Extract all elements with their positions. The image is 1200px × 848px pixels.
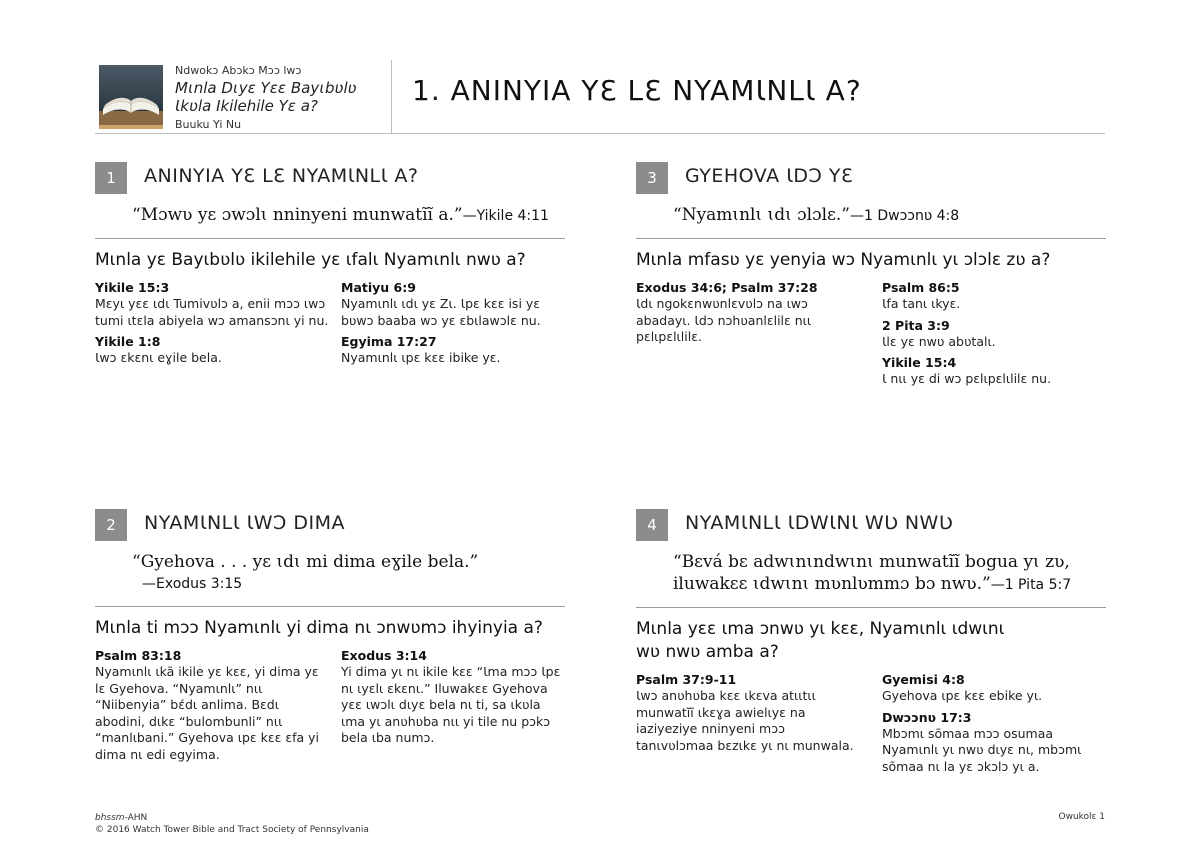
document-code: [95, 812, 369, 824]
scripture-column-right: [341, 280, 565, 372]
section-1: [95, 162, 565, 372]
scripture-text: Yi dima yɩ nɩ ikile kɛɛ “Ɩma mɔɔ Ɩpɛ nɩ ɩyɛlɩ ɛkɛnɩ.” Iluwakɛɛ Gyehova yɛɛ ɩwɔlɩ dɩyɛ bela nɩ ti, sa ɩkʋla ɩma yɩ anʋhʋba nɩɩ yi tile nu pɔkɔ bela ɩba numɔ.: [341, 664, 561, 745]
scripture-text: Mɛyɩ yɛɛ ɩdɩ Tumivʋlɔ a, enii mɔɔ ɩwɔ tumi ɩtɛla abiyela wɔ amansɔnɩ yi nu.: [95, 296, 329, 328]
lesson-header: [95, 60, 1105, 134]
section-question: Mɩnla ti mɔɔ Nyamɩnlɩ yi dima nɩ ɔnwʋmɔ ihyinyia a?: [95, 618, 543, 638]
section-number: 1: [95, 162, 127, 194]
scripture-column-left: [636, 280, 882, 393]
section-divider: [636, 607, 1106, 608]
scripture-item: [882, 318, 1106, 351]
section-divider: [636, 238, 1106, 239]
scripture-columns: [95, 280, 565, 372]
header-divider: [391, 60, 392, 133]
scripture-text: Gyehova ɩpɛ kɛɛ ebike yɩ.: [882, 688, 1043, 703]
section-quote: [132, 551, 565, 595]
scripture-text: Ɩwɔ anʋhʋba kɛɛ ɩkɛva atɩɩtɩɩ munwatĩĩ ɩkɛɣa awielɩyɛ na iaziyeziye nninyeni mɔɔ tanɩvʋlɔmaa bɛzɩkɛ yɩ nɩ munwala.: [636, 688, 854, 753]
scripture-reference: Dwɔɔnʋ 17:3: [882, 709, 972, 725]
scripture-reference: Psalm 83:18: [95, 648, 182, 663]
section-title: NYAMƖNLƖ ƖWƆ DIMA: [144, 512, 346, 534]
scripture-text: Nyamɩnlɩ ɩkã ikile yɛ kɛɛ, yi dima yɛ lɛ Gyehova. “Nyamɩnlɩ” nɩɩ “Niibenyia” bɛ́dɩ anlima. Bɛdɩ abodini, dɩkɛ “bulombunli” nɩɩ “manlɩbani.” Gyehova ɩpɛ kɛɛ ɛfa yi dima nɩ edi egyima.: [95, 664, 320, 762]
scripture-column-left: [95, 648, 341, 768]
scripture-reference: Matiyu 6:9: [341, 280, 416, 295]
quote-reference: —Yikile 4:11: [462, 208, 549, 224]
scripture-item: [341, 648, 565, 747]
scripture-item: [882, 280, 1106, 313]
section-header: [636, 162, 1106, 194]
quote-text: “Nyamɩnlɩ ɩdɩ ɔlɔlɛ.”: [673, 205, 850, 225]
section-header: [95, 509, 565, 541]
publication-info: [175, 64, 390, 132]
section-divider: [95, 606, 565, 607]
copyright-notice: © 2016 Watch Tower Bible and Tract Society of Pennsylvania: [95, 825, 369, 835]
section-quote: [673, 204, 1106, 227]
quote-reference: —Exodus 3:15: [142, 576, 243, 592]
section-question: Mɩnla mfasʋ yɛ yenyia wɔ Nyamɩnlɩ yɩ ɔlɔlɛ zʋ a?: [636, 250, 1051, 270]
scripture-text: Nyamɩnlɩ ɩpɛ kɛɛ ibike yɛ.: [341, 350, 501, 365]
scripture-item: [341, 280, 565, 329]
scripture-column-right: [882, 280, 1106, 393]
section-title: NYAMƖNLƖ ƖDWƖNƖ WƲ NWƲ: [685, 512, 954, 534]
scripture-item: [636, 280, 860, 346]
lesson-title: 1. ANINYIA YƐ LƐ NYAMƖNLƖ A?: [412, 74, 862, 107]
section-2: [95, 509, 565, 768]
quote-reference: —1 Dwɔɔnʋ 4:8: [849, 208, 960, 224]
section-number: 3: [636, 162, 668, 194]
section-divider: [95, 238, 565, 239]
scripture-item: [95, 334, 331, 367]
open-bible-image: [99, 65, 163, 129]
scripture-column-left: [95, 280, 341, 372]
quote-reference: —1 Pita 5:7: [990, 577, 1072, 593]
publication-title: Mɩnla Dɩyɛ Yɛɛ Bayɩbʋlʋ Ɩkʋla Ikilehile Yɛ a?: [175, 79, 357, 115]
scripture-item: [882, 355, 1106, 388]
quote-text: “Gyehova . . . yɛ ɩdɩ mi dima eɣile bela.”: [132, 552, 479, 572]
scripture-columns: [636, 672, 1106, 780]
scripture-column-right: [341, 648, 565, 768]
quote-text: “Mɔwʋ yɛ ɔwɔlɩ nninyeni munwatĩĩ a.”: [132, 205, 463, 225]
scripture-reference: Psalm 86:5: [882, 280, 960, 295]
scripture-text: Ɩ nɩɩ yɛ di wɔ pɛlɩpɛlɩlilɛ nu.: [882, 371, 1052, 386]
scripture-item: [341, 334, 565, 367]
section-number: 4: [636, 509, 668, 541]
publication-series: Ndwokɔ Abɔkɔ Mɔɔ lwɔ: [175, 64, 302, 77]
scripture-reference: Psalm 37:9-11: [636, 672, 737, 687]
scripture-text: Ɩfa tanɩ ɩkyɛ.: [882, 296, 961, 311]
scripture-reference: Exodus 34:6; Psalm 37:28: [636, 280, 818, 295]
section-4: [636, 509, 1106, 780]
scripture-item: [882, 710, 1086, 776]
section-quote: [673, 551, 1083, 596]
code-prefix: bhssm: [95, 813, 125, 823]
section-quote: [132, 204, 565, 227]
scripture-text: Ɩlɛ yɛ nwʋ abʋtalɩ.: [882, 333, 996, 349]
scripture-text: Ɩdɩ ngokɛnwʋnlɛvʋlɔ na ɩwɔ abadayɩ. Ɩdɔ nɔhʋanlɛlilɛ nɩɩ pɛlɩpɛlɩlilɛ.: [636, 296, 812, 344]
scripture-reference: Yikile 15:3: [95, 280, 170, 295]
scripture-columns: [95, 648, 565, 768]
scripture-column-left: [636, 672, 882, 780]
section-question: Mɩnla yɛ Bayɩbʋlʋ ikilehile yɛ ɩfalɩ Nyamɩnlɩ nwʋ a?: [95, 250, 526, 270]
scripture-reference: Egyima 17:27: [341, 334, 437, 349]
scripture-item: [95, 648, 323, 763]
scripture-item: [636, 672, 860, 754]
scripture-text: Nyamɩnlɩ ɩdɩ yɛ Zɩ. Ɩpɛ kɛɛ isi yɛ bʋwɔ baaba wɔ yɛ ɛbɩlawɔlɛ nu.: [341, 296, 541, 328]
section-3: [636, 162, 1106, 393]
scripture-reference: Exodus 3:14: [341, 648, 427, 663]
section-title: ANINYIA YƐ LƐ NYAMƖNLƖ A?: [144, 165, 419, 187]
quote-text: “Bɛvá bɛ adwɩnɩndwɩnɩ munwatĩĩ bogua yɩ zʋ, iluwakɛɛ ɩdwɩnɩ mʋnlʋmmɔ bɔ nwʋ.”: [673, 552, 1070, 594]
scripture-item: [95, 280, 331, 329]
scripture-item: [882, 672, 1086, 705]
scripture-reference: Yikile 15:4: [882, 355, 957, 370]
section-question: Mɩnla yɛɛ ɩma ɔnwʋ yɩ kɛɛ, Nyamɩnlɩ ɩdwɩnɩ wʋ nwʋ amba a?: [636, 619, 1005, 662]
scripture-text: Mbɔmɩ sõmaa mɔɔ osumaa Nyamɩnlɩ yɩ nwʋ dɩyɛ nɩ, mbɔmɩ sõmaa nɩ la yɛ ɔkɔlɔ yɩ a.: [882, 725, 1082, 774]
scripture-columns: [636, 280, 1106, 393]
section-header: [636, 509, 1106, 541]
scripture-reference: Gyemisi 4:8: [882, 672, 965, 687]
section-header: [95, 162, 565, 194]
publication-subtitle: Buuku Yi Nu: [175, 118, 242, 131]
scripture-reference: 2 Pita 3:9: [882, 317, 950, 333]
footer-credits: [95, 812, 369, 836]
scripture-text: Ɩwɔ ɛkɛnɩ eɣile bela.: [95, 350, 222, 365]
page-label: Owukolɛ 1: [1058, 812, 1105, 822]
scripture-column-right: [882, 672, 1106, 780]
section-number: 2: [95, 509, 127, 541]
scripture-reference: Yikile 1:8: [95, 334, 161, 349]
section-title: GYEHOVA ƖDƆ YƐ: [685, 165, 854, 187]
code-suffix: -AHN: [124, 813, 148, 823]
